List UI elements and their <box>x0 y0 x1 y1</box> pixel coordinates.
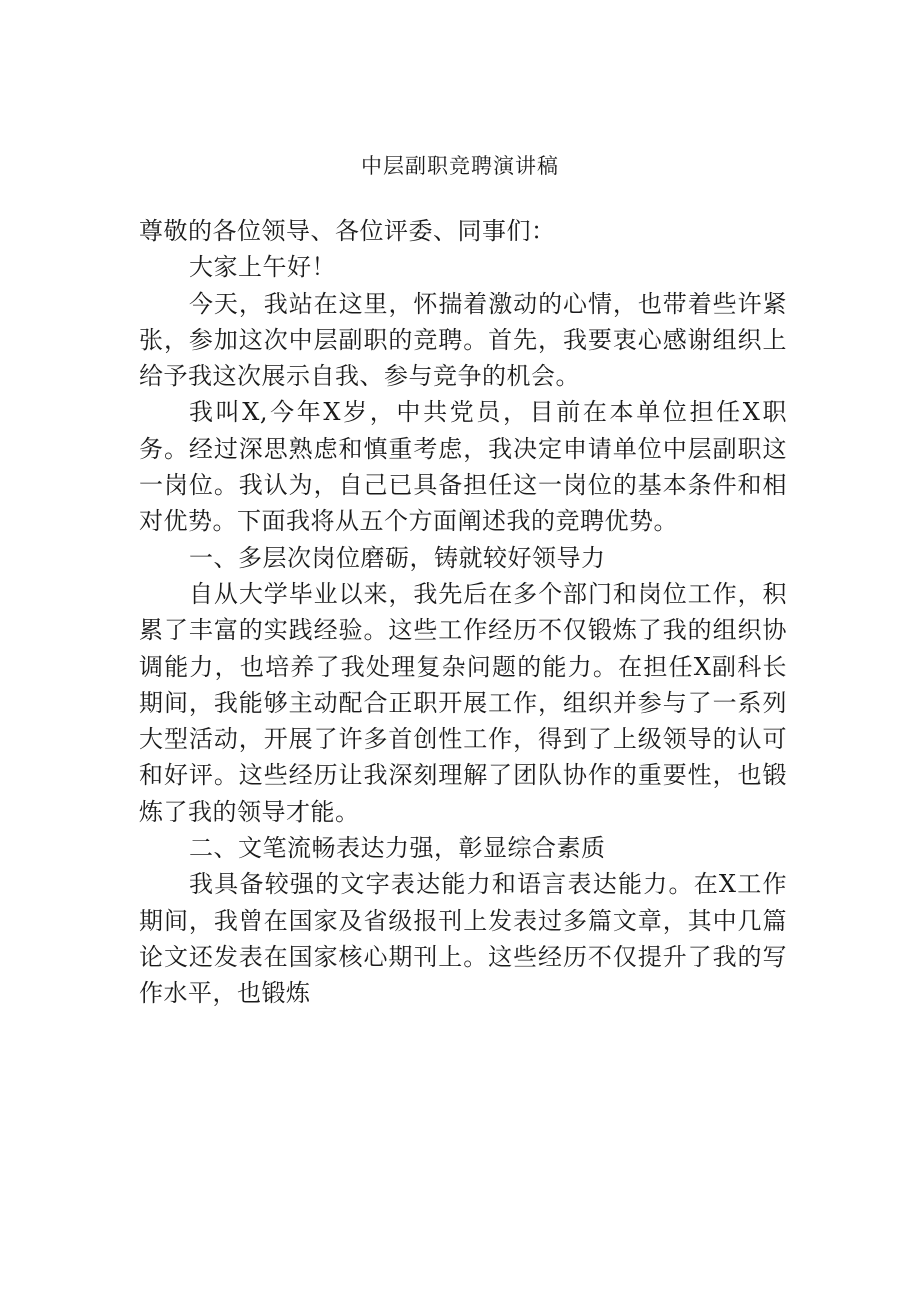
paragraph-greeting: 大家上午好！ <box>189 253 336 282</box>
paragraph-self-introduction: 我叫X,今年X岁，中共党员，目前在本单位担任X职务。经过深思熟虑和慎重考虑，我决定申请单位中层副职这一岗位。我认为，自己已具备担任这一岗位的基本条件和相对优势。下面我将从五个方面阐述我的竞聘优势。 <box>139 398 787 536</box>
document-body <box>139 213 787 1012</box>
paragraph-section-2: 我具备较强的文字表达能力和语言表达能力。在X工作期间，我曾在国家及省级报刊上发表过多篇文章，其中几篇论文还发表在国家核心期刊上。这些经历不仅提升了我的写作水平，也锻炼 <box>139 870 787 1008</box>
paragraph-section-1: 自从大学毕业以来，我先后在多个部门和岗位工作，积累了丰富的实践经验。这些工作经历不仅锻炼了我的组织协调能力，也培养了我处理复杂问题的能力。在担任X副科长期间，我能够主动配合正职开展工作，组织并参与了一系列大型活动，开展了许多首创性工作，得到了上级领导的认可和好评。这些经历让我深刻理解了团队协作的重要性，也锻炼了我的领导才能。 <box>139 579 787 826</box>
salutation: 尊敬的各位领导、各位评委、同事们： <box>139 217 556 245</box>
section-heading-2: 二、文笔流畅表达力强，彰显综合素质 <box>189 834 606 863</box>
page-title: 中层副职竞聘演讲稿 <box>361 154 559 178</box>
section-heading-1: 一、多层次岗位磨砺，铸就较好领导力 <box>189 543 606 572</box>
paragraph-intro: 今天，我站在这里，怀揣着激动的心情，也带着些许紧张，参加这次中层副职的竞聘。首先，我要衷心感谢组织上给予我这次展示自我、参与竞争的机会。 <box>139 289 787 391</box>
